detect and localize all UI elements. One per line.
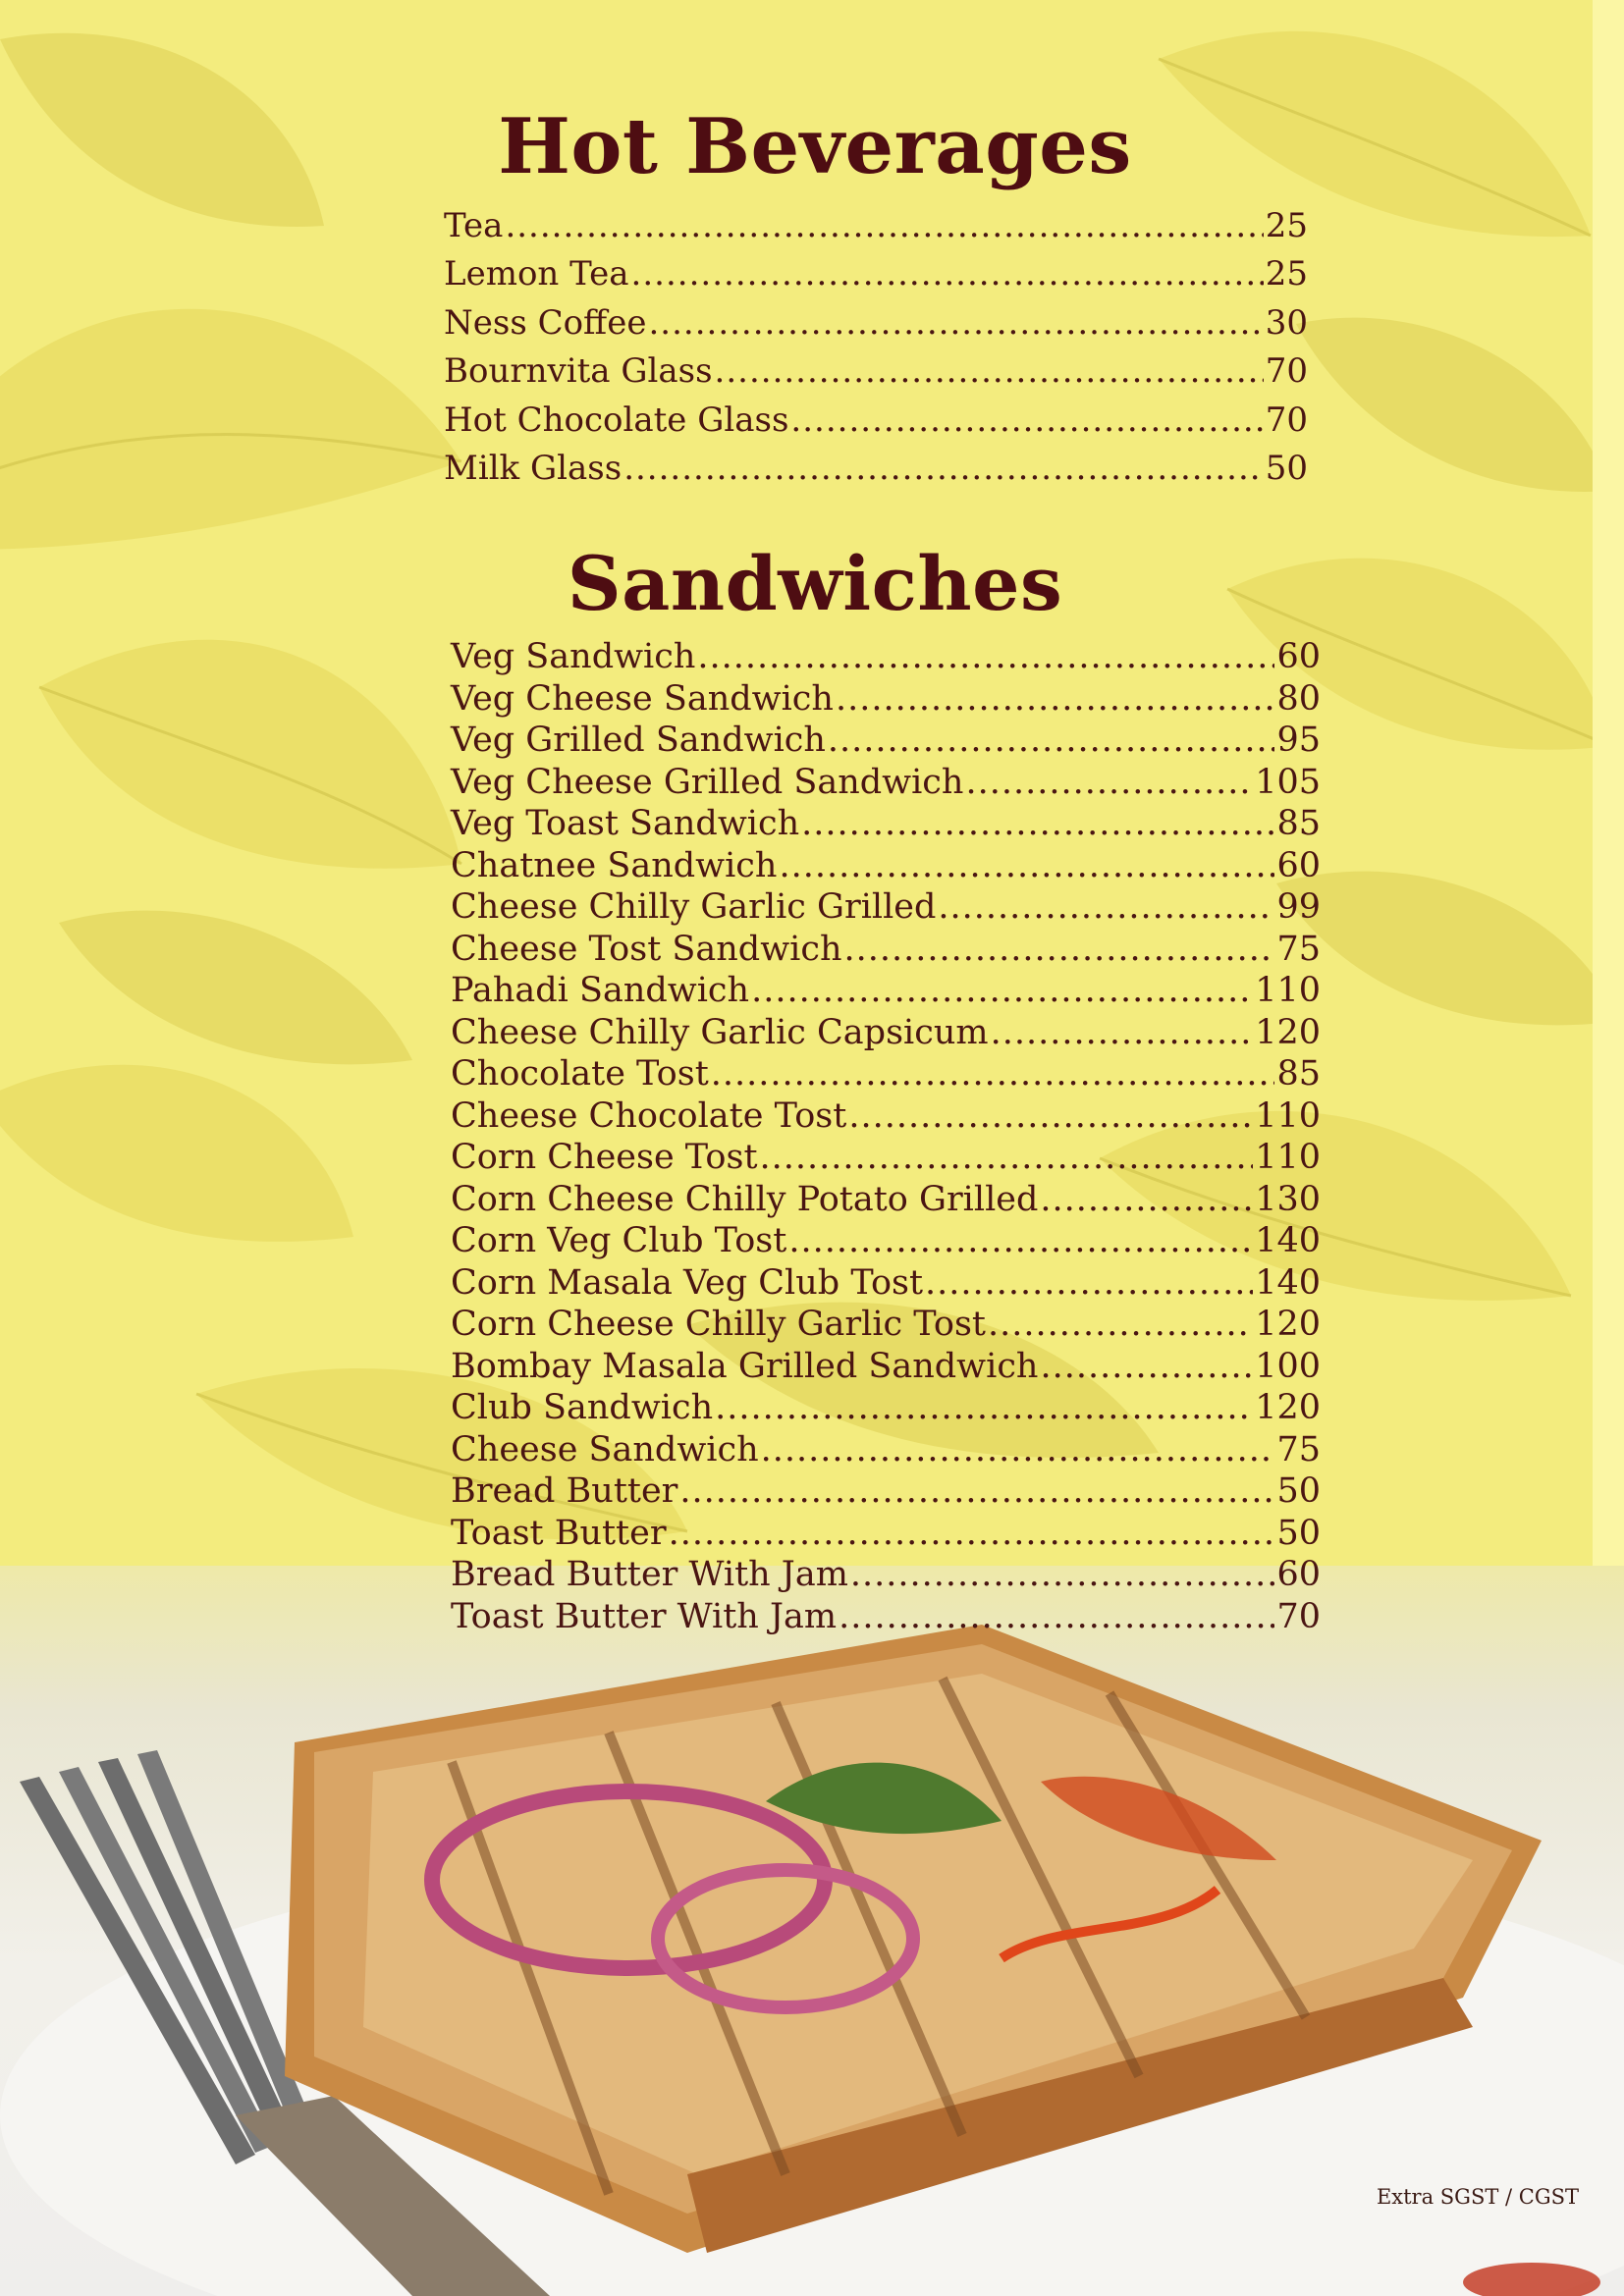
item-name: Veg Sandwich [451,637,696,676]
item-name: Veg Toast Sandwich [451,804,800,843]
dot-leader [715,347,1264,396]
item-price: 80 [1276,678,1321,719]
item-name: Corn Veg Club Tost [451,1221,787,1260]
menu-item [451,929,1321,971]
menu-item [451,1053,1321,1095]
menu-item [451,636,1321,678]
item-price: 85 [1276,804,1321,843]
menu-item [444,397,1308,445]
item-price: 70 [1276,1596,1321,1636]
menu-item [451,1220,1321,1262]
dot-leader [991,1012,1254,1053]
right-edge-strip [1593,0,1624,1571]
menu-item [451,1346,1321,1388]
dot-leader [760,1137,1254,1178]
dot-leader [850,1554,1275,1595]
item-name: Veg Cheese Grilled Sandwich [451,762,964,802]
dot-leader [1040,1179,1253,1220]
item-name: Bread Butter With Jam [451,1555,848,1594]
item-name: Bombay Masala Grilled Sandwich [451,1346,1039,1386]
tax-note: Extra SGST / CGST [1376,2185,1579,2209]
menu-item [451,678,1321,721]
dot-leader [788,1220,1253,1261]
hot-beverages-title: Hot Beverages [498,102,1132,191]
item-price: 130 [1255,1179,1321,1219]
item-price: 85 [1276,1054,1321,1094]
dot-leader [631,250,1264,298]
item-price: 70 [1265,351,1308,392]
item-name: Corn Masala Veg Club Tost [451,1262,924,1303]
item-price: 60 [1276,1555,1321,1594]
item-name: Cheese Tost Sandwich [451,929,842,969]
dot-leader [1040,1346,1253,1387]
dot-leader [848,1095,1253,1137]
item-name: Ness Coffee [444,302,647,343]
dot-leader [836,678,1275,720]
item-price: 110 [1255,1138,1321,1177]
menu-item [451,1095,1321,1138]
item-name: Bread Butter [451,1471,678,1511]
item-name: Hot Chocolate Glass [444,400,789,440]
dot-leader [715,1387,1253,1428]
item-price: 25 [1265,254,1308,294]
item-price: 95 [1276,721,1321,760]
item-price: 140 [1255,1221,1321,1260]
menu-item [451,1470,1321,1513]
dot-leader [828,720,1275,761]
menu-item [444,250,1308,298]
dot-leader [669,1513,1275,1554]
dot-leader [761,1429,1275,1470]
hot-beverages-list [444,202,1308,493]
dot-leader [648,299,1263,347]
item-name: Milk Glass [444,448,623,488]
menu-item [451,1387,1321,1429]
menu-item [444,445,1308,493]
item-price: 75 [1276,1429,1321,1469]
item-name: Cheese Chilly Garlic Capsicum [451,1012,989,1052]
menu-item [451,845,1321,887]
item-name: Pahadi Sandwich [451,971,750,1010]
item-price: 70 [1265,400,1308,440]
menu-item [451,1429,1321,1471]
menu-item [451,1554,1321,1596]
menu-item [451,762,1321,804]
dot-leader [965,762,1253,803]
menu-item [451,803,1321,845]
item-price: 25 [1265,206,1308,245]
dot-leader [988,1304,1253,1345]
item-price: 140 [1255,1262,1321,1303]
dot-leader [839,1596,1274,1637]
menu-item [444,202,1308,250]
item-price: 50 [1265,448,1308,488]
dot-leader [801,803,1274,844]
dot-leader [790,397,1263,445]
item-name: Veg Cheese Sandwich [451,678,834,719]
item-name: Chocolate Tost [451,1054,709,1094]
menu-item [451,1304,1321,1346]
menu-item [451,1513,1321,1555]
item-price: 99 [1276,887,1321,927]
dot-leader [843,929,1274,970]
dot-leader [505,202,1263,250]
menu-item [451,1137,1321,1179]
item-price: 110 [1255,971,1321,1010]
item-price: 120 [1255,1388,1321,1427]
sandwiches-title: Sandwiches [567,540,1063,627]
menu-item [451,886,1321,929]
item-price: 100 [1255,1346,1321,1386]
menu-item [451,1596,1321,1638]
menu-item [451,1179,1321,1221]
dot-leader [779,845,1274,886]
menu-item [444,347,1308,396]
item-price: 50 [1276,1513,1321,1553]
dot-leader [697,636,1274,677]
dot-leader [751,970,1253,1011]
item-name: Cheese Chilly Garlic Grilled [451,887,937,927]
dot-leader [623,445,1264,493]
item-name: Bournvita Glass [444,351,713,392]
item-price: 110 [1255,1095,1321,1136]
menu-item [444,299,1308,347]
item-name: Chatnee Sandwich [451,845,778,885]
dot-leader [711,1053,1275,1095]
item-price: 50 [1276,1471,1321,1511]
item-price: 60 [1276,845,1321,885]
dot-leader [679,1470,1274,1512]
sandwiches-list [451,636,1321,1637]
item-name: Cheese Sandwich [451,1429,759,1469]
item-price: 120 [1255,1012,1321,1052]
item-name: Corn Cheese Tost [451,1138,758,1177]
item-name: Lemon Tea [444,254,629,294]
item-name: Corn Cheese Chilly Garlic Tost [451,1305,986,1344]
item-name: Tea [444,206,504,245]
dot-leader [925,1262,1253,1304]
item-name: Toast Butter With Jam [451,1596,838,1636]
item-name: Toast Butter [451,1513,667,1553]
item-price: 60 [1276,637,1321,676]
menu-item [451,1012,1321,1054]
item-price: 75 [1276,929,1321,969]
menu-item [451,970,1321,1012]
item-name: Club Sandwich [451,1388,714,1427]
item-name: Corn Cheese Chilly Potato Grilled [451,1179,1039,1219]
item-price: 105 [1255,762,1321,802]
menu-item [451,720,1321,762]
item-price: 120 [1255,1305,1321,1344]
menu-item [451,1262,1321,1305]
item-name: Veg Grilled Sandwich [451,721,826,760]
item-name: Cheese Chocolate Tost [451,1095,847,1136]
item-price: 30 [1265,302,1308,343]
dot-leader [938,886,1274,928]
